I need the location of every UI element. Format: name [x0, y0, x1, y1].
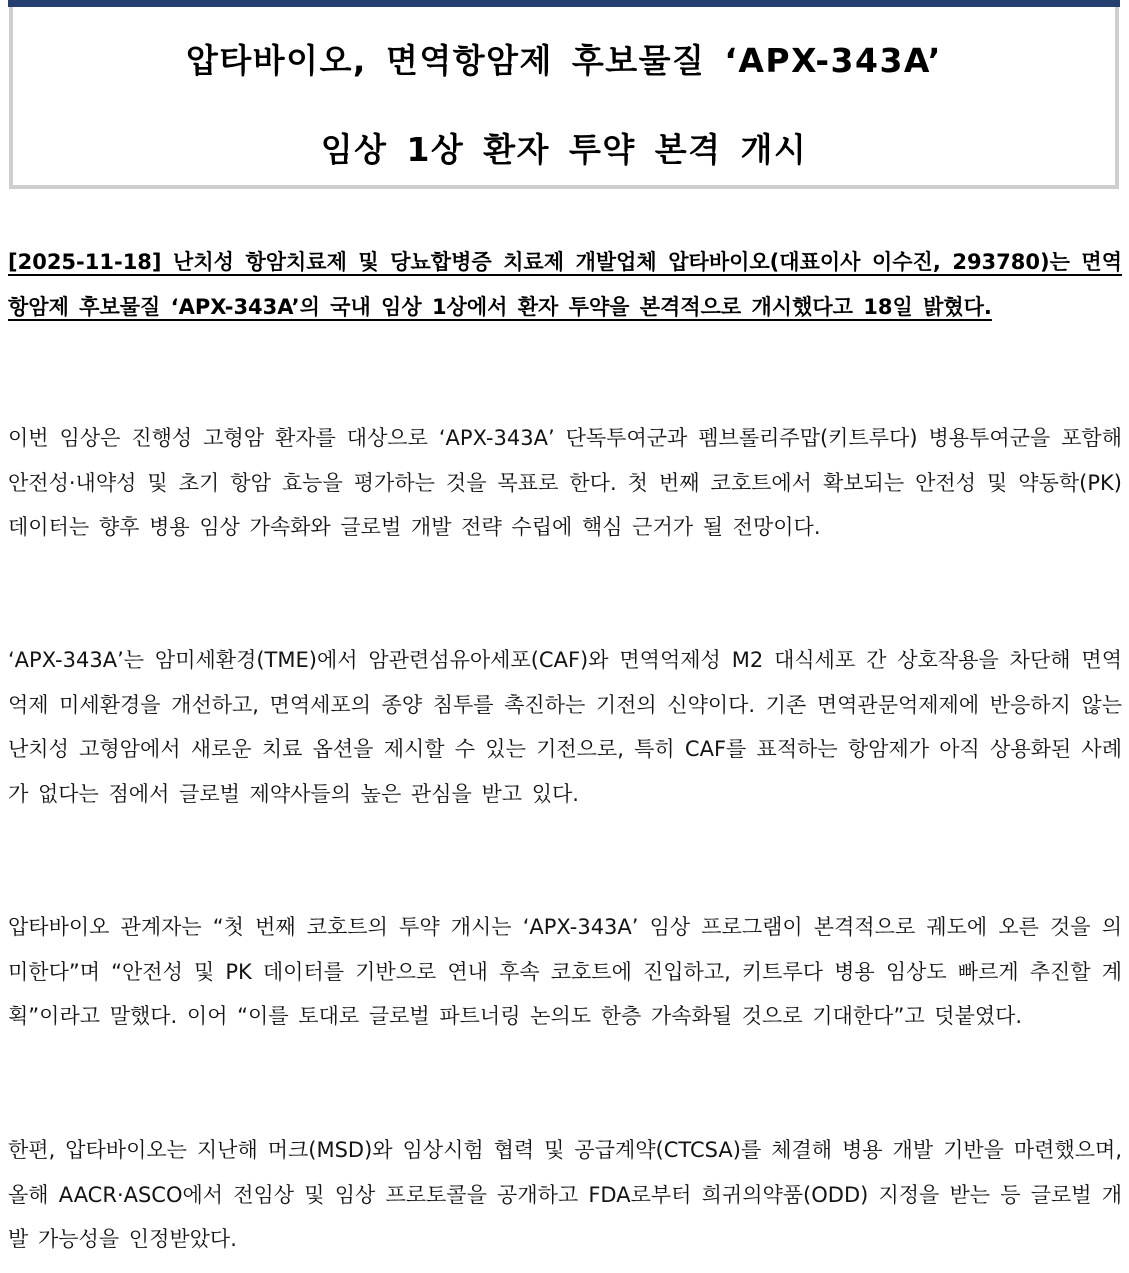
body-paragraph-4: 한편, 압타바이오는 지난해 머크(MSD)와 임상시험 협력 및 공급계약(CTCSA)를 체결해 병용 개발 기반을 마련했으며, 올해 AACR·ASCO에서 전임상 및 임상 프로토콜을 공개하고 FDA로부터 희귀의약품(ODD) 지정을 받는 등 글로벌 개발 가능성을 인정받았다. — [8, 1138, 1122, 1251]
body-paragraph-3: 압타바이오 관계자는 “첫 번째 코호트의 투약 개시는 ‘APX-343A’ 임상 프로그램이 본격적으로 궤도에 오른 것을 의미한다”며 “안전성 및 PK 데이터를 기반으로 연내 후속 코호트에 진입하고, 키트루다 병용 임상도 빠르게 추진할 계획”이라고 말했다. 이어 “이를 토대로 글로벌 파트너링 논의도 한층 가속화될 것으로 기대한다”고 덧붙였다. — [8, 915, 1122, 1028]
body-paragraph-2: ‘APX-343A’는 암미세환경(TME)에서 암관련섬유아세포(CAF)와 면역억제성 M2 대식세포 간 상호작용을 차단해 면역억제 미세환경을 개선하고, 면역세포의 종양 침투를 촉진하는 기전의 신약이다. 기존 면역관문억제제에 반응하지 않는 난치성 고형암에서 새로운 치료 옵션을 제시할 수 있는 기전으로, 특히 CAF를 표적하는 항암제가 아직 상용화된 사례가 없다는 점에서 글로벌 제약사들의 높은 관심을 받고 있다. — [8, 648, 1122, 806]
lead-paragraph: [2025-11-18] 난치성 항암치료제 및 당뇨합병증 치료제 개발업체 압타바이오(대표이사 이수진, 293780)는 면역항암제 후보물질 ‘APX-343A’의 국내 임상 1상에서 환자 투약을 본격적으로 개시했다고 18일 밝혔다. — [8, 250, 1122, 319]
headline-box — [9, 7, 1119, 189]
headline-line-1: 압타바이오, 면역항암제 후보물질 ‘APX-343A’ — [186, 41, 942, 80]
top-accent-bar — [8, 0, 1120, 7]
headline-line-2: 임상 1상 환자 투약 본격 개시 — [320, 130, 808, 169]
body-paragraph-1: 이번 임상은 진행성 고형암 환자를 대상으로 ‘APX-343A’ 단독투여군과 펨브롤리주맙(키트루다) 병용투여군을 포함해 안전성·내약성 및 초기 항암 효능을 평가하는 것을 목표로 한다. 첫 번째 코호트에서 확보되는 안전성 및 약동학(PK) 데이터는 향후 병용 임상 가속화와 글로벌 개발 전략 수립에 핵심 근거가 될 전망이다. — [8, 426, 1122, 539]
